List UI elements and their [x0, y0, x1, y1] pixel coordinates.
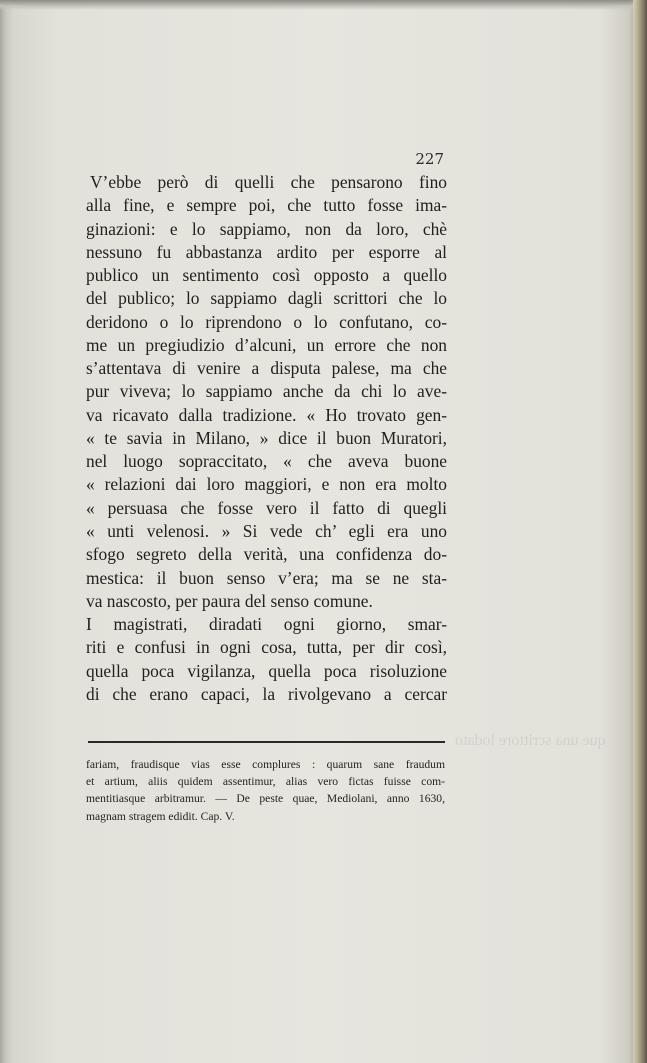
text-line: « persuasa che fosse vero il fatto di quegli [86, 497, 447, 518]
text-line: del publico; lo sappiamo dagli scrittori che lo [86, 288, 447, 309]
text-line: deridono o lo riprendono o lo confutano, co- [86, 311, 447, 332]
text-line: riti e confusi in ogni cosa, tutta, per dir così, [86, 637, 447, 658]
text-line: V’ebbe però di quelli che pensarono fino [90, 172, 447, 192]
book-spine-edge [633, 0, 647, 1063]
text-line: « te savia in Milano, » dice il buon Muratori, [86, 427, 447, 448]
page-top-edge [0, 0, 647, 10]
text-line: nessuno fu abbastanza ardito per esporre al [86, 241, 447, 262]
footnote-line: magnam stragem edidit. Cap. V. [86, 809, 235, 823]
text-line: pur viveva; lo sappiamo anche da chi lo ave- [86, 381, 447, 402]
text-line: I magistrati, diradati ogni giorno, smar- [86, 614, 447, 635]
text-line: s’attentava di venire a disputa palese, ma che [86, 358, 447, 379]
main-text-block [86, 171, 447, 706]
text-line: publico un sentimento così opposto a quello [86, 265, 447, 286]
footnote-separator-rule [88, 741, 445, 743]
text-line: nel luogo sopraccitato, « che aveva buone [86, 451, 447, 472]
text-line: di che erano capaci, la rivolgevano a cercar [86, 683, 447, 704]
page-number: 227 [415, 150, 444, 168]
text-line: alla fine, e sempre poi, che tutto fosse ima- [86, 195, 447, 216]
text-line: quella poca vigilanza, quella poca risoluzione [86, 660, 447, 681]
footnote-line: fariam, fraudisque vias esse complures : quarum sane fraudum [86, 758, 445, 771]
text-line: « unti velenosi. » Si vede ch’ egli era uno [86, 520, 447, 541]
text-line: « relazioni dai loro maggiori, e non era molto [86, 474, 447, 495]
footnote-line: mentitiasque arbitramur. — De peste quae, Mediolani, anno 1630, [86, 792, 445, 806]
text-line: mestica: il buon senso v’era; ma se ne sta- [86, 567, 447, 588]
text-line: va ricavato dalla tradizione. « Ho trovato gen- [86, 404, 447, 425]
text-line: me un pregiudizio d’alcuni, un errore che non [86, 334, 447, 355]
footnote-line: et artium, aliis quidem assentimur, alias vero fictas fuisse com- [86, 775, 445, 789]
footnote-block [86, 756, 445, 825]
text-line: va nascosto, per paura del senso comune. [86, 590, 373, 611]
text-line: ginazioni: e lo sappiamo, non da loro, chè [86, 218, 447, 239]
text-line: sfogo segreto della verità, una confidenza do- [86, 544, 447, 565]
show-through-text: que una scrittore lodato [455, 732, 606, 749]
